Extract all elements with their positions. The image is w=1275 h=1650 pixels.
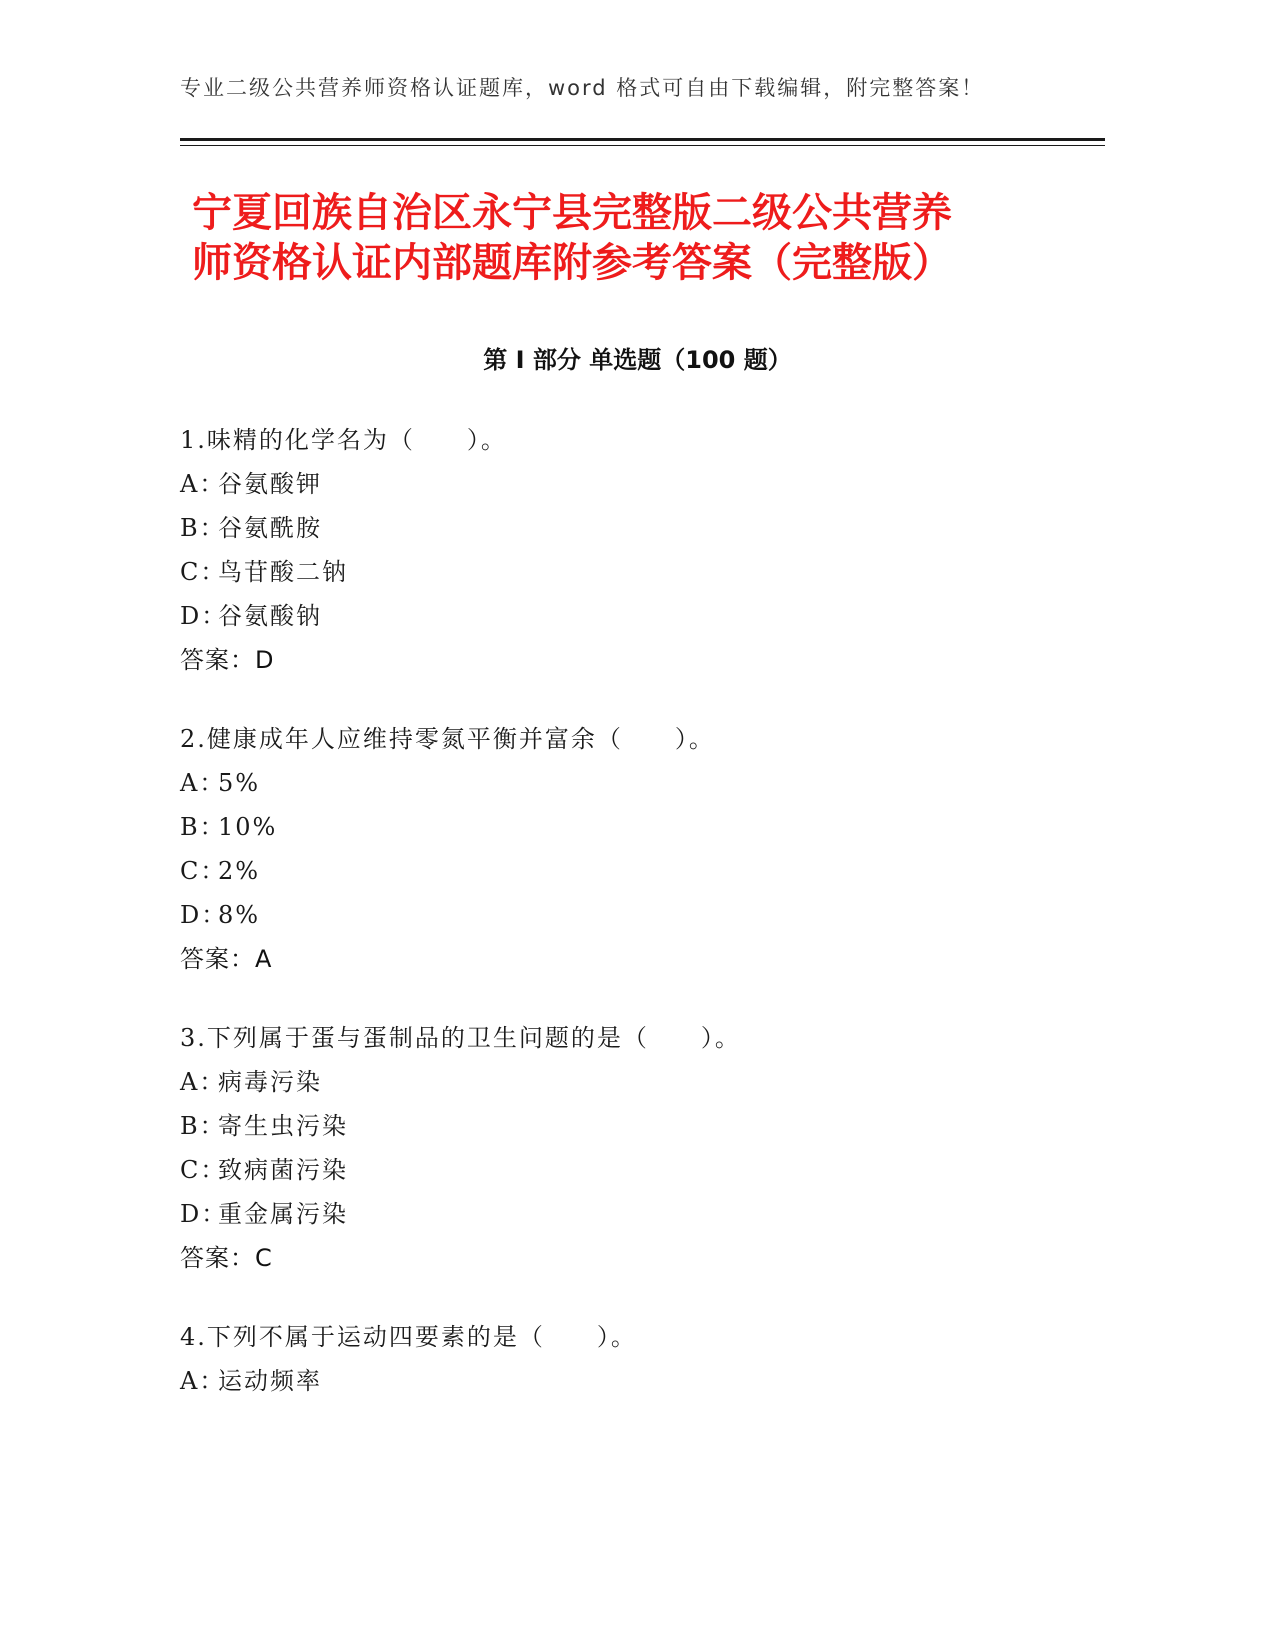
option-label: C：	[180, 1156, 227, 1184]
option-label: C：	[180, 558, 227, 586]
question-stem: 2.健康成年人应维持零氮平衡并富余（ ）。	[180, 725, 715, 753]
option-text: 谷氨酸钾	[218, 470, 322, 498]
title-line-1: 宁夏回族自治区永宁县完整版二级公共营养	[192, 190, 952, 236]
option-d	[180, 893, 1110, 937]
option-label: D：	[180, 901, 228, 929]
option-a	[180, 761, 1110, 805]
option-text: 8%	[218, 901, 261, 929]
option-text: 重金属污染	[218, 1200, 348, 1228]
question-2	[180, 717, 1110, 981]
answer-line: 答案：D	[180, 646, 275, 674]
option-label: B：	[180, 1112, 226, 1140]
option-d	[180, 1192, 1110, 1236]
option-text: 寄生虫污染	[218, 1112, 348, 1140]
option-label: A：	[180, 470, 226, 498]
option-label: D：	[180, 1200, 228, 1228]
question-list	[180, 418, 1110, 1438]
option-label: A：	[180, 769, 226, 797]
option-text: 运动频率	[218, 1367, 322, 1395]
header-divider-thin	[180, 145, 1105, 146]
option-a	[180, 462, 1110, 506]
answer-line: 答案：A	[180, 945, 273, 973]
section-heading: 第 I 部分 单选题（100 题）	[483, 346, 792, 374]
option-c	[180, 550, 1110, 594]
option-a	[180, 1060, 1110, 1104]
option-label: D：	[180, 602, 228, 630]
question-1	[180, 418, 1110, 682]
option-label: C：	[180, 857, 227, 885]
option-c	[180, 849, 1110, 893]
document-title	[192, 188, 1072, 288]
option-text: 致病菌污染	[218, 1156, 348, 1184]
question-4	[180, 1315, 1110, 1403]
question-stem: 3.下列属于蛋与蛋制品的卫生问题的是（ ）。	[180, 1024, 741, 1052]
option-c	[180, 1148, 1110, 1192]
option-b	[180, 1104, 1110, 1148]
option-label: A：	[180, 1367, 226, 1395]
question-stem: 1.味精的化学名为（ ）。	[180, 426, 507, 454]
header-divider-thick	[180, 138, 1105, 141]
option-label: B：	[180, 514, 226, 542]
option-text: 2%	[218, 857, 261, 885]
option-b	[180, 805, 1110, 849]
option-d	[180, 594, 1110, 638]
option-text: 病毒污染	[218, 1068, 322, 1096]
option-text: 10%	[218, 813, 278, 841]
option-label: A：	[180, 1068, 226, 1096]
title-line-2: 师资格认证内部题库附参考答案（完整版）	[192, 240, 952, 286]
option-text: 鸟苷酸二钠	[218, 558, 348, 586]
page-header: 专业二级公共营养师资格认证题库，word 格式可自由下载编辑，附完整答案！	[180, 76, 985, 100]
option-text: 谷氨酰胺	[218, 514, 322, 542]
option-text: 谷氨酸钠	[218, 602, 322, 630]
option-text: 5%	[218, 769, 261, 797]
question-stem: 4.下列不属于运动四要素的是（ ）。	[180, 1323, 637, 1351]
option-label: B：	[180, 813, 226, 841]
question-3	[180, 1016, 1110, 1280]
option-a	[180, 1359, 1110, 1403]
option-b	[180, 506, 1110, 550]
answer-line: 答案：C	[180, 1244, 273, 1272]
